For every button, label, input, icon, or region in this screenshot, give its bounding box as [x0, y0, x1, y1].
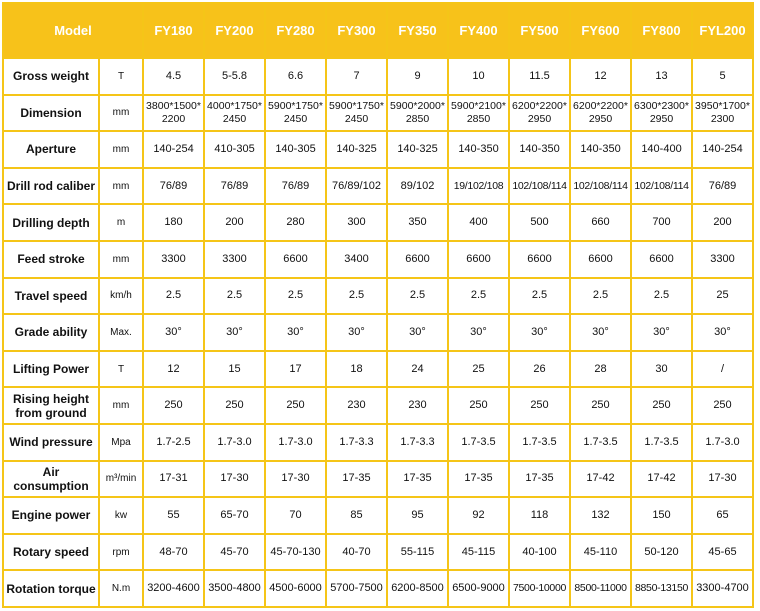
spec-value-cell: 45-70-130	[265, 534, 326, 571]
spec-value-cell: 6600	[509, 241, 570, 278]
table-body	[3, 58, 753, 607]
spec-value-cell: 17-30	[692, 461, 753, 498]
spec-value-cell: 1.7-3.0	[265, 424, 326, 461]
spec-value-cell: 140-400	[631, 131, 692, 168]
spec-value-cell: 102/108/114	[570, 168, 631, 205]
spec-value-cell: 6600	[570, 241, 631, 278]
parameter-unit: mm	[99, 387, 143, 424]
spec-value-cell: 5	[692, 58, 753, 95]
spec-value-cell: 1.7-2.5	[143, 424, 204, 461]
spec-value-cell: 17-35	[448, 461, 509, 498]
parameter-name: Wind pressure	[3, 424, 99, 461]
spec-value-cell: 5900*2000*2850	[387, 95, 448, 132]
specification-table	[2, 2, 754, 608]
model-column-header: FYL200	[692, 3, 753, 58]
spec-value-cell: 17-35	[387, 461, 448, 498]
spec-value-cell: 30°	[387, 314, 448, 351]
spec-table-container	[2, 2, 754, 608]
spec-value-cell: 17-30	[204, 461, 265, 498]
spec-value-cell: 140-254	[692, 131, 753, 168]
parameter-name: Drill rod caliber	[3, 168, 99, 205]
spec-value-cell: 350	[387, 204, 448, 241]
spec-value-cell: 30°	[204, 314, 265, 351]
table-row	[3, 314, 753, 351]
spec-value-cell: 24	[387, 351, 448, 388]
table-row	[3, 131, 753, 168]
spec-value-cell: 76/89	[204, 168, 265, 205]
spec-value-cell: 4.5	[143, 58, 204, 95]
parameter-name: Aperture	[3, 131, 99, 168]
spec-value-cell: 150	[631, 497, 692, 534]
spec-value-cell: 2.5	[326, 278, 387, 315]
spec-value-cell: 6200*2200*2950	[570, 95, 631, 132]
spec-value-cell: 140-325	[326, 131, 387, 168]
spec-value-cell: 250	[143, 387, 204, 424]
spec-value-cell: 17-42	[570, 461, 631, 498]
spec-value-cell: 30°	[509, 314, 570, 351]
spec-value-cell: 1.7-3.5	[448, 424, 509, 461]
spec-value-cell: 5-5.8	[204, 58, 265, 95]
spec-value-cell: 140-325	[387, 131, 448, 168]
spec-value-cell: 1.7-3.3	[326, 424, 387, 461]
parameter-unit: rpm	[99, 534, 143, 571]
table-row	[3, 168, 753, 205]
spec-value-cell: 102/108/114	[509, 168, 570, 205]
spec-value-cell: /	[692, 351, 753, 388]
spec-value-cell: 5900*2100*2850	[448, 95, 509, 132]
spec-value-cell: 95	[387, 497, 448, 534]
spec-value-cell: 92	[448, 497, 509, 534]
parameter-name: Travel speed	[3, 278, 99, 315]
spec-value-cell: 250	[204, 387, 265, 424]
spec-value-cell: 76/89	[143, 168, 204, 205]
model-column-header: FY500	[509, 3, 570, 58]
spec-value-cell: 55-115	[387, 534, 448, 571]
spec-value-cell: 15	[204, 351, 265, 388]
spec-value-cell: 76/89/102	[326, 168, 387, 205]
spec-value-cell: 8500-11000	[570, 570, 631, 607]
spec-value-cell: 30	[631, 351, 692, 388]
spec-value-cell: 6600	[387, 241, 448, 278]
model-column-header: FY180	[143, 3, 204, 58]
spec-value-cell: 3200-4600	[143, 570, 204, 607]
spec-value-cell: 5900*1750*2450	[326, 95, 387, 132]
spec-value-cell: 6600	[448, 241, 509, 278]
spec-value-cell: 3300	[692, 241, 753, 278]
spec-value-cell: 230	[326, 387, 387, 424]
parameter-name: Gross weight	[3, 58, 99, 95]
table-row	[3, 424, 753, 461]
table-row	[3, 534, 753, 571]
spec-value-cell: 140-350	[570, 131, 631, 168]
spec-value-cell: 30°	[692, 314, 753, 351]
spec-value-cell: 6200-8500	[387, 570, 448, 607]
spec-value-cell: 30°	[448, 314, 509, 351]
parameter-unit: N.m	[99, 570, 143, 607]
spec-value-cell: 45-110	[570, 534, 631, 571]
spec-value-cell: 65	[692, 497, 753, 534]
parameter-name: Drilling depth	[3, 204, 99, 241]
spec-value-cell: 9	[387, 58, 448, 95]
spec-value-cell: 30°	[265, 314, 326, 351]
spec-value-cell: 30°	[631, 314, 692, 351]
spec-value-cell: 25	[692, 278, 753, 315]
spec-value-cell: 17-31	[143, 461, 204, 498]
spec-value-cell: 48-70	[143, 534, 204, 571]
parameter-name: Feed stroke	[3, 241, 99, 278]
spec-value-cell: 11.5	[509, 58, 570, 95]
spec-value-cell: 6500-9000	[448, 570, 509, 607]
spec-value-cell: 2.5	[631, 278, 692, 315]
table-row	[3, 570, 753, 607]
model-header: Model	[3, 3, 143, 58]
header-row	[3, 3, 753, 58]
spec-value-cell: 700	[631, 204, 692, 241]
parameter-name: Dimension	[3, 95, 99, 132]
spec-value-cell: 45-65	[692, 534, 753, 571]
spec-value-cell: 250	[570, 387, 631, 424]
spec-value-cell: 2.5	[143, 278, 204, 315]
spec-value-cell: 3300-4700	[692, 570, 753, 607]
spec-value-cell: 140-350	[509, 131, 570, 168]
spec-value-cell: 55	[143, 497, 204, 534]
spec-value-cell: 26	[509, 351, 570, 388]
parameter-name: Rotation torque	[3, 570, 99, 607]
spec-value-cell: 1.7-3.0	[204, 424, 265, 461]
spec-value-cell: 200	[692, 204, 753, 241]
spec-value-cell: 7500-10000	[509, 570, 570, 607]
parameter-unit: kw	[99, 497, 143, 534]
parameter-unit: km/h	[99, 278, 143, 315]
spec-value-cell: 6600	[631, 241, 692, 278]
model-column-header: FY400	[448, 3, 509, 58]
spec-value-cell: 17-30	[265, 461, 326, 498]
spec-value-cell: 7	[326, 58, 387, 95]
spec-value-cell: 3800*1500*2200	[143, 95, 204, 132]
spec-value-cell: 40-100	[509, 534, 570, 571]
spec-value-cell: 500	[509, 204, 570, 241]
parameter-unit: T	[99, 351, 143, 388]
spec-value-cell: 70	[265, 497, 326, 534]
parameter-name: Lifting Power	[3, 351, 99, 388]
parameter-unit: mm	[99, 241, 143, 278]
parameter-unit: m	[99, 204, 143, 241]
spec-value-cell: 250	[265, 387, 326, 424]
spec-value-cell: 89/102	[387, 168, 448, 205]
spec-value-cell: 25	[448, 351, 509, 388]
parameter-unit: mm	[99, 131, 143, 168]
spec-value-cell: 40-70	[326, 534, 387, 571]
spec-value-cell: 140-350	[448, 131, 509, 168]
spec-value-cell: 400	[448, 204, 509, 241]
spec-value-cell: 6600	[265, 241, 326, 278]
spec-value-cell: 6.6	[265, 58, 326, 95]
spec-value-cell: 140-254	[143, 131, 204, 168]
spec-value-cell: 280	[265, 204, 326, 241]
parameter-unit: Max.	[99, 314, 143, 351]
spec-value-cell: 250	[631, 387, 692, 424]
spec-value-cell: 10	[448, 58, 509, 95]
parameter-name: Engine power	[3, 497, 99, 534]
spec-value-cell: 3300	[204, 241, 265, 278]
parameter-name: Grade ability	[3, 314, 99, 351]
spec-value-cell: 1.7-3.5	[631, 424, 692, 461]
model-column-header: FY200	[204, 3, 265, 58]
spec-value-cell: 65-70	[204, 497, 265, 534]
spec-value-cell: 85	[326, 497, 387, 534]
spec-value-cell: 3300	[143, 241, 204, 278]
spec-value-cell: 6300*2300*2950	[631, 95, 692, 132]
spec-value-cell: 300	[326, 204, 387, 241]
spec-value-cell: 410-305	[204, 131, 265, 168]
model-column-header: FY350	[387, 3, 448, 58]
table-row	[3, 387, 753, 424]
spec-value-cell: 4500-6000	[265, 570, 326, 607]
spec-value-cell: 76/89	[265, 168, 326, 205]
spec-value-cell: 17	[265, 351, 326, 388]
spec-value-cell: 102/108/114	[631, 168, 692, 205]
model-column-header: FY800	[631, 3, 692, 58]
spec-value-cell: 1.7-3.0	[692, 424, 753, 461]
spec-value-cell: 250	[692, 387, 753, 424]
spec-value-cell: 3400	[326, 241, 387, 278]
parameter-unit: m³/min	[99, 461, 143, 498]
table-row	[3, 461, 753, 498]
parameter-name: Air consumption	[3, 461, 99, 498]
spec-value-cell: 17-35	[326, 461, 387, 498]
parameter-unit: mm	[99, 168, 143, 205]
spec-value-cell: 230	[387, 387, 448, 424]
model-column-header: FY280	[265, 3, 326, 58]
spec-value-cell: 6200*2200*2950	[509, 95, 570, 132]
spec-value-cell: 200	[204, 204, 265, 241]
table-row	[3, 95, 753, 132]
parameter-name: Rotary speed	[3, 534, 99, 571]
spec-value-cell: 3500-4800	[204, 570, 265, 607]
spec-value-cell: 45-115	[448, 534, 509, 571]
table-row	[3, 58, 753, 95]
spec-value-cell: 2.5	[570, 278, 631, 315]
spec-value-cell: 132	[570, 497, 631, 534]
spec-value-cell: 28	[570, 351, 631, 388]
spec-value-cell: 30°	[143, 314, 204, 351]
spec-value-cell: 13	[631, 58, 692, 95]
spec-value-cell: 12	[570, 58, 631, 95]
spec-value-cell: 45-70	[204, 534, 265, 571]
spec-value-cell: 118	[509, 497, 570, 534]
spec-value-cell: 1.7-3.5	[509, 424, 570, 461]
spec-value-cell: 17-42	[631, 461, 692, 498]
spec-value-cell: 76/89	[692, 168, 753, 205]
spec-value-cell: 12	[143, 351, 204, 388]
parameter-unit: T	[99, 58, 143, 95]
spec-value-cell: 3950*1700*2300	[692, 95, 753, 132]
spec-value-cell: 250	[509, 387, 570, 424]
spec-value-cell: 1.7-3.3	[387, 424, 448, 461]
spec-value-cell: 2.5	[265, 278, 326, 315]
table-row	[3, 241, 753, 278]
table-row	[3, 497, 753, 534]
model-column-header: FY300	[326, 3, 387, 58]
table-row	[3, 204, 753, 241]
parameter-name: Rising height from ground	[3, 387, 99, 424]
spec-value-cell: 17-35	[509, 461, 570, 498]
spec-value-cell: 1.7-3.5	[570, 424, 631, 461]
spec-value-cell: 5900*1750*2450	[265, 95, 326, 132]
spec-value-cell: 2.5	[204, 278, 265, 315]
spec-value-cell: 140-305	[265, 131, 326, 168]
spec-value-cell: 2.5	[448, 278, 509, 315]
table-row	[3, 351, 753, 388]
table-row	[3, 278, 753, 315]
parameter-unit: mm	[99, 95, 143, 132]
spec-value-cell: 2.5	[387, 278, 448, 315]
spec-value-cell: 4000*1750*2450	[204, 95, 265, 132]
spec-value-cell: 18	[326, 351, 387, 388]
spec-value-cell: 8850-13150	[631, 570, 692, 607]
spec-value-cell: 250	[448, 387, 509, 424]
model-column-header: FY600	[570, 3, 631, 58]
parameter-unit: Mpa	[99, 424, 143, 461]
spec-value-cell: 5700-7500	[326, 570, 387, 607]
spec-value-cell: 30°	[326, 314, 387, 351]
spec-value-cell: 50-120	[631, 534, 692, 571]
spec-value-cell: 2.5	[509, 278, 570, 315]
spec-value-cell: 30°	[570, 314, 631, 351]
spec-value-cell: 660	[570, 204, 631, 241]
spec-value-cell: 180	[143, 204, 204, 241]
spec-value-cell: 19/102/108	[448, 168, 509, 205]
